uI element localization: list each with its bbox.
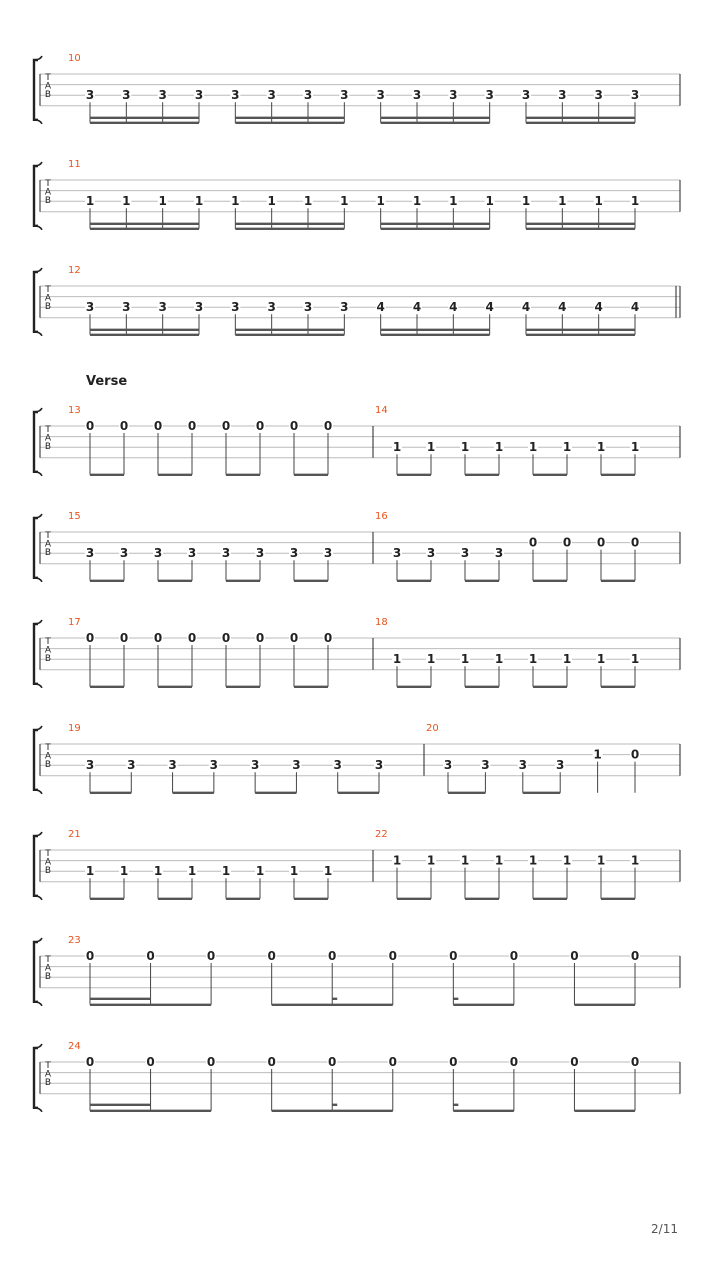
tab-letter-a: A: [44, 857, 52, 868]
tab-letter-b: B: [44, 760, 52, 771]
fret-number: 3: [289, 546, 299, 561]
fret-number: 3: [412, 88, 422, 103]
fret-number: 1: [449, 194, 458, 209]
fret-number: 1: [630, 853, 640, 868]
tab-letter-b: B: [44, 972, 52, 983]
fret-number: 1: [528, 440, 538, 455]
fret-number: 3: [558, 88, 567, 103]
measure-number: 21: [68, 829, 81, 840]
tab-system: [34, 265, 680, 336]
tab-letter-b: B: [44, 654, 52, 665]
fret-number: 3: [231, 88, 240, 103]
fret-number: 0: [85, 631, 95, 645]
measure-number: 17: [68, 617, 81, 628]
bracket-hook-bottom: [34, 472, 42, 476]
fret-number: 1: [521, 194, 531, 209]
fret-number: 3: [267, 88, 276, 103]
fret-number: 1: [594, 194, 603, 209]
fret-number: 0: [187, 419, 197, 433]
fret-number: 3: [485, 88, 494, 103]
fret-number: 3: [187, 546, 197, 561]
fret-number: 3: [392, 546, 402, 561]
fret-number: 1: [630, 194, 640, 209]
tab-letter-t: T: [45, 73, 51, 83]
tab-system: [34, 829, 680, 900]
fret-number: 0: [562, 535, 572, 550]
tab-letter-b: B: [44, 90, 52, 101]
measure-number: 24: [68, 1041, 81, 1052]
bracket-hook-bottom: [34, 578, 42, 582]
tab-letter-b: B: [44, 866, 52, 877]
fret-number: 0: [328, 1055, 337, 1069]
fret-number: 3: [494, 546, 504, 561]
system-bracket: [34, 166, 38, 226]
fret-number: 3: [194, 300, 204, 315]
fret-number: 0: [85, 949, 95, 963]
fret-number: 3: [374, 758, 384, 773]
tab-system: [34, 1041, 680, 1112]
measure-number: 20: [426, 723, 439, 734]
fret-number: 3: [340, 88, 349, 103]
measure-number: 23: [68, 935, 81, 946]
fret-number: 3: [340, 300, 349, 315]
tab-letter-b: B: [44, 302, 52, 313]
system-bracket: [34, 624, 38, 684]
bracket-hook-bottom: [34, 1108, 42, 1112]
fret-number: 1: [376, 194, 385, 209]
fret-number: 0: [153, 419, 163, 433]
fret-number: 3: [481, 758, 490, 773]
fret-number: 3: [292, 758, 301, 773]
fret-number: 0: [570, 1055, 579, 1069]
fret-number: 1: [85, 864, 95, 879]
fret-number: 0: [255, 419, 265, 433]
bracket-hook-bottom: [34, 120, 42, 124]
fret-number: 0: [119, 419, 129, 433]
fret-number: 1: [528, 652, 538, 667]
tab-letter-t: T: [45, 1061, 51, 1071]
fret-number: 0: [596, 535, 606, 550]
tab-letter-a: A: [44, 963, 52, 974]
fret-number: 3: [158, 88, 167, 103]
bracket-hook-bottom: [34, 896, 42, 900]
fret-number: 3: [303, 300, 313, 315]
tab-letter-b: B: [44, 548, 52, 559]
fret-number: 1: [392, 853, 402, 868]
fret-number: 0: [221, 419, 231, 433]
bracket-hook-bottom: [34, 226, 42, 230]
fret-number: 4: [594, 300, 603, 315]
fret-number: 0: [509, 1055, 519, 1069]
fret-number: 1: [485, 194, 494, 209]
fret-number: 3: [194, 88, 204, 103]
tab-letter-a: A: [44, 539, 52, 550]
fret-number: 1: [494, 440, 504, 455]
tab-letter-b: B: [44, 1078, 52, 1089]
tab-letter-a: A: [44, 293, 52, 304]
fret-number: 3: [122, 300, 131, 315]
fret-number: 1: [340, 194, 349, 209]
fret-number: 3: [250, 758, 260, 773]
fret-number: 0: [267, 1055, 276, 1069]
bracket-hook-top: [34, 514, 42, 518]
fret-number: 1: [494, 652, 504, 667]
fret-number: 0: [630, 535, 640, 550]
fret-number: 1: [528, 853, 538, 868]
measure-number: 15: [68, 511, 81, 522]
fret-number: 4: [449, 300, 458, 315]
fret-number: 3: [158, 300, 167, 315]
measure-number: 11: [68, 159, 81, 170]
fret-number: 1: [289, 864, 299, 879]
tab-letter-t: T: [45, 849, 51, 859]
fret-number: 0: [146, 949, 155, 963]
fret-number: 1: [426, 440, 436, 455]
fret-number: 1: [255, 864, 265, 879]
fret-number: 0: [528, 535, 538, 550]
tab-letter-t: T: [45, 179, 51, 189]
fret-number: 0: [187, 631, 197, 645]
fret-number: 3: [556, 758, 565, 773]
fret-number: 0: [449, 949, 458, 963]
fret-number: 1: [122, 194, 131, 209]
fret-number: 0: [221, 631, 231, 645]
fret-number: 1: [630, 652, 640, 667]
fret-number: 3: [119, 546, 129, 561]
fret-number: 3: [85, 546, 95, 561]
fret-number: 1: [153, 864, 163, 879]
tab-letter-t: T: [45, 285, 51, 295]
fret-number: 3: [443, 758, 453, 773]
fret-number: 0: [630, 747, 640, 762]
tab-letter-t: T: [45, 743, 51, 753]
fret-number: 3: [426, 546, 436, 561]
measure-number: 13: [68, 405, 81, 416]
fret-number: 0: [255, 631, 265, 645]
fret-number: 4: [521, 300, 531, 315]
tab-letter-t: T: [45, 637, 51, 647]
fret-number: 0: [630, 1055, 640, 1069]
fret-number: 3: [85, 300, 95, 315]
fret-number: 1: [596, 652, 606, 667]
fret-number: 3: [333, 758, 342, 773]
bracket-hook-top: [34, 832, 42, 836]
fret-number: 1: [158, 194, 167, 209]
bracket-hook-top: [34, 56, 42, 60]
fret-number: 3: [323, 546, 333, 561]
fret-number: 3: [460, 546, 470, 561]
section-label-verse: Verse: [86, 374, 128, 389]
fret-number: 3: [85, 758, 95, 773]
fret-number: 0: [328, 949, 337, 963]
fret-number: 1: [303, 194, 313, 209]
tab-system: [34, 53, 680, 124]
fret-number: 1: [187, 864, 197, 879]
fret-number: 1: [494, 853, 504, 868]
tab-letter-a: A: [44, 81, 52, 92]
fret-number: 4: [376, 300, 385, 315]
bracket-hook-bottom: [34, 790, 42, 794]
system-bracket: [34, 412, 38, 472]
fret-number: 1: [392, 440, 402, 455]
fret-number: 1: [221, 864, 231, 879]
system-bracket: [34, 730, 38, 790]
fret-number: 3: [255, 546, 265, 561]
fret-number: 1: [85, 194, 95, 209]
tab-letter-a: A: [44, 433, 52, 444]
fret-number: 3: [521, 88, 531, 103]
fret-number: 0: [267, 949, 276, 963]
fret-number: 3: [209, 758, 219, 773]
system-bracket: [34, 1048, 38, 1108]
tab-letter-t: T: [45, 955, 51, 965]
fret-number: 1: [562, 652, 572, 667]
fret-number: 0: [85, 419, 95, 433]
fret-number: 3: [122, 88, 131, 103]
tab-letter-a: A: [44, 1069, 52, 1080]
fret-number: 1: [596, 440, 606, 455]
fret-number: 1: [426, 853, 436, 868]
fret-number: 1: [426, 652, 436, 667]
fret-number: 1: [558, 194, 567, 209]
fret-number: 1: [562, 853, 572, 868]
system-bracket: [34, 518, 38, 578]
fret-number: 3: [85, 88, 95, 103]
tab-letter-a: A: [44, 751, 52, 762]
fret-number: 3: [449, 88, 458, 103]
system-bracket: [34, 60, 38, 120]
fret-number: 0: [509, 949, 519, 963]
fret-number: 4: [558, 300, 567, 315]
tab-letter-b: B: [44, 196, 52, 207]
system-bracket: [34, 942, 38, 1002]
fret-number: 0: [206, 949, 216, 963]
fret-number: 4: [412, 300, 422, 315]
fret-number: 3: [267, 300, 276, 315]
measure-number: 19: [68, 723, 81, 734]
fret-number: 0: [289, 419, 299, 433]
bracket-hook-top: [34, 1044, 42, 1048]
fret-number: 1: [231, 194, 240, 209]
fret-number: 1: [412, 194, 422, 209]
tab-system: [34, 723, 680, 794]
bracket-hook-bottom: [34, 332, 42, 336]
fret-number: 3: [231, 300, 240, 315]
fret-number: 0: [449, 1055, 458, 1069]
fret-number: 0: [388, 949, 397, 963]
fret-number: 1: [593, 747, 602, 762]
fret-number: 3: [630, 88, 640, 103]
tab-system: [34, 159, 680, 230]
fret-number: 1: [562, 440, 572, 455]
fret-number: 0: [388, 1055, 397, 1069]
tab-letter-t: T: [45, 425, 51, 435]
fret-number: 3: [594, 88, 603, 103]
fret-number: 3: [221, 546, 231, 561]
bracket-hook-top: [34, 938, 42, 942]
measure-number: 18: [375, 617, 388, 628]
fret-number: 1: [119, 864, 129, 879]
bracket-hook-top: [34, 268, 42, 272]
fret-number: 1: [460, 853, 470, 868]
measure-number: 12: [68, 265, 81, 276]
bracket-hook-top: [34, 162, 42, 166]
fret-number: 1: [630, 440, 640, 455]
fret-number: 1: [267, 194, 276, 209]
bracket-hook-top: [34, 620, 42, 624]
tab-letter-t: T: [45, 531, 51, 541]
tab-system: [34, 617, 680, 688]
bracket-hook-top: [34, 726, 42, 730]
fret-number: 3: [376, 88, 385, 103]
system-bracket: [34, 272, 38, 332]
tab-letter-b: B: [44, 442, 52, 453]
tab-system: [34, 935, 680, 1006]
fret-number: 0: [323, 631, 333, 645]
fret-number: 3: [518, 758, 527, 773]
fret-number: 1: [460, 652, 470, 667]
measure-number: 16: [375, 511, 388, 522]
measure-number: 22: [375, 829, 388, 840]
fret-number: 0: [289, 631, 299, 645]
fret-number: 3: [127, 758, 136, 773]
bracket-hook-bottom: [34, 1002, 42, 1006]
bracket-hook-bottom: [34, 684, 42, 688]
tab-letter-a: A: [44, 187, 52, 198]
measure-number: 14: [375, 405, 388, 416]
fret-number: 1: [460, 440, 470, 455]
fret-number: 3: [153, 546, 163, 561]
system-bracket: [34, 836, 38, 896]
fret-number: 3: [168, 758, 177, 773]
fret-number: 1: [323, 864, 333, 879]
fret-number: 0: [630, 949, 640, 963]
measure-number: 10: [68, 53, 81, 64]
fret-number: 3: [303, 88, 313, 103]
fret-number: 1: [194, 194, 204, 209]
fret-number: 4: [485, 300, 494, 315]
bracket-hook-top: [34, 408, 42, 412]
fret-number: 0: [153, 631, 163, 645]
tab-system: [34, 511, 680, 582]
fret-number: 4: [630, 300, 640, 315]
fret-number: 1: [392, 652, 402, 667]
page-number: 2/11: [651, 1222, 678, 1236]
fret-number: 0: [85, 1055, 95, 1069]
tab-system: [34, 374, 680, 476]
fret-number: 0: [119, 631, 129, 645]
fret-number: 1: [596, 853, 606, 868]
tab-letter-a: A: [44, 645, 52, 656]
fret-number: 0: [570, 949, 579, 963]
fret-number: 0: [146, 1055, 155, 1069]
fret-number: 0: [323, 419, 333, 433]
fret-number: 0: [206, 1055, 216, 1069]
